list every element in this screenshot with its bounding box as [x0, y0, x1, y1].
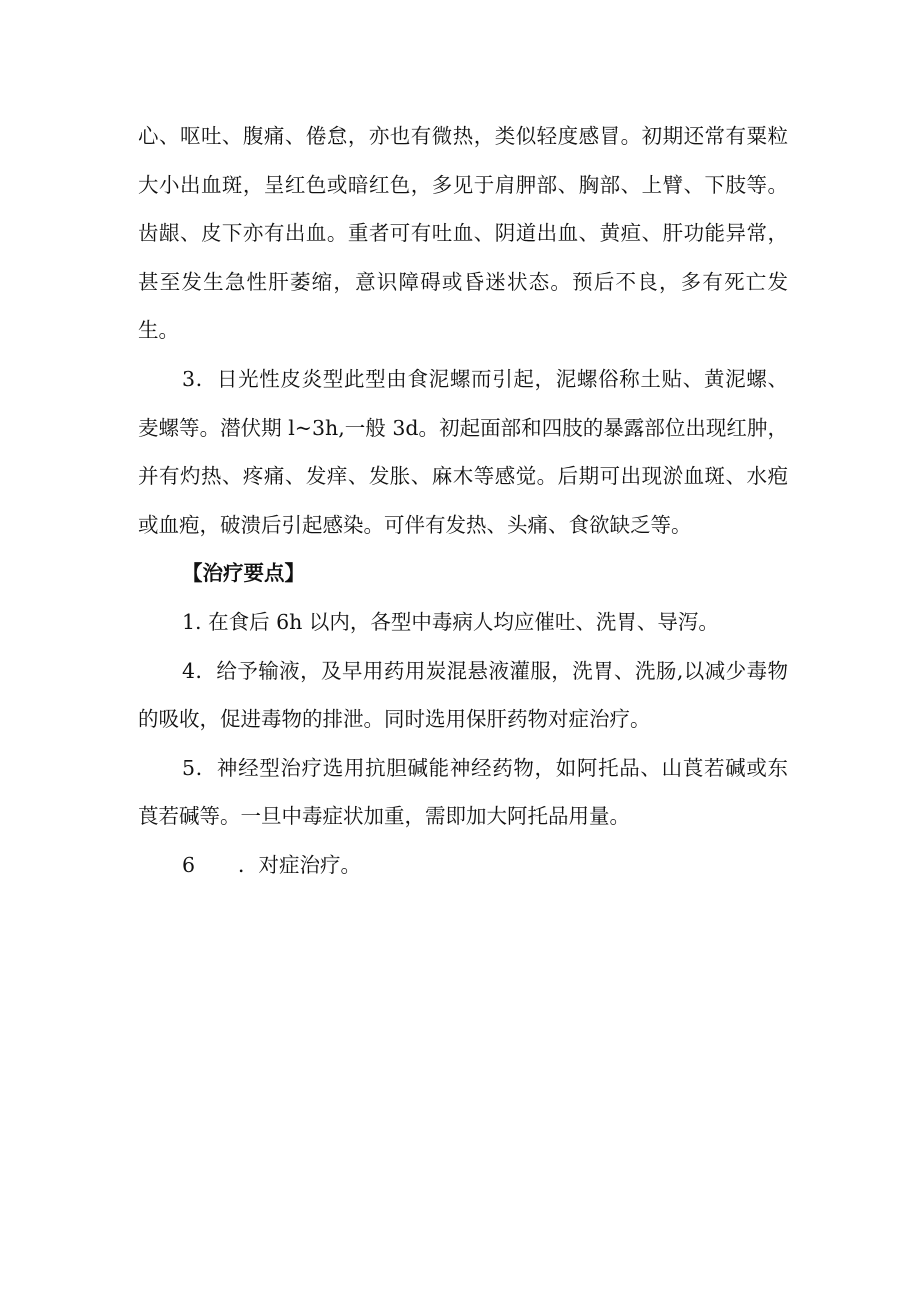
treatment-item-4: 4．给予输液，及早用药用炭混悬液灌服，洗胃、洗肠,以减少毒物的吸收，促进毒物的排泄。同时选用保肝药物对症治疗。 — [138, 658, 788, 732]
document-body — [138, 112, 788, 890]
treatment-item-6-number: 6 — [182, 852, 196, 877]
treatment-item-6-text: ．对症治疗。 — [238, 852, 361, 877]
treatment-item-1: 1. 在食后 6h 以内，各型中毒病人均应催吐、洗胃、导泻。 — [182, 609, 719, 634]
paragraph-symptoms-continued: 心、呕吐、腹痛、倦怠，亦也有微热，类似轻度感冒。初期还常有粟粒大小出血斑，呈红色或暗红色，多见于肩胛部、胸部、上臂、下肢等。齿龈、皮下亦有出血。重者可有吐血、阴道出血、黄疸、肝功能异常，甚至发生急性肝萎缩，意识障碍或昏迷状态。预后不良，多有死亡发生。 — [138, 124, 788, 343]
paragraph-solar-dermatitis-type: 3．日光性皮炎型此型由食泥螺而引起，泥螺俗称土贴、黄泥螺、麦螺等。潜伏期 l~3h,一般 3d。初起面部和四肢的暴露部位出现红肿，并有灼热、疼痛、发痒、发胀、麻木等感觉。后期可出现淤血斑、水疱或血疱，破溃后引起感染。可伴有发热、头痛、食欲缺乏等。 — [138, 366, 788, 537]
section-heading-treatment: 【治疗要点】 — [182, 561, 305, 586]
treatment-item-6 — [138, 841, 788, 890]
treatment-item-5: 5．神经型治疗选用抗胆碱能神经药物，如阿托品、山莨若碱或东莨若碱等。一旦中毒症状加重，需即加大阿托品用量。 — [138, 755, 788, 829]
